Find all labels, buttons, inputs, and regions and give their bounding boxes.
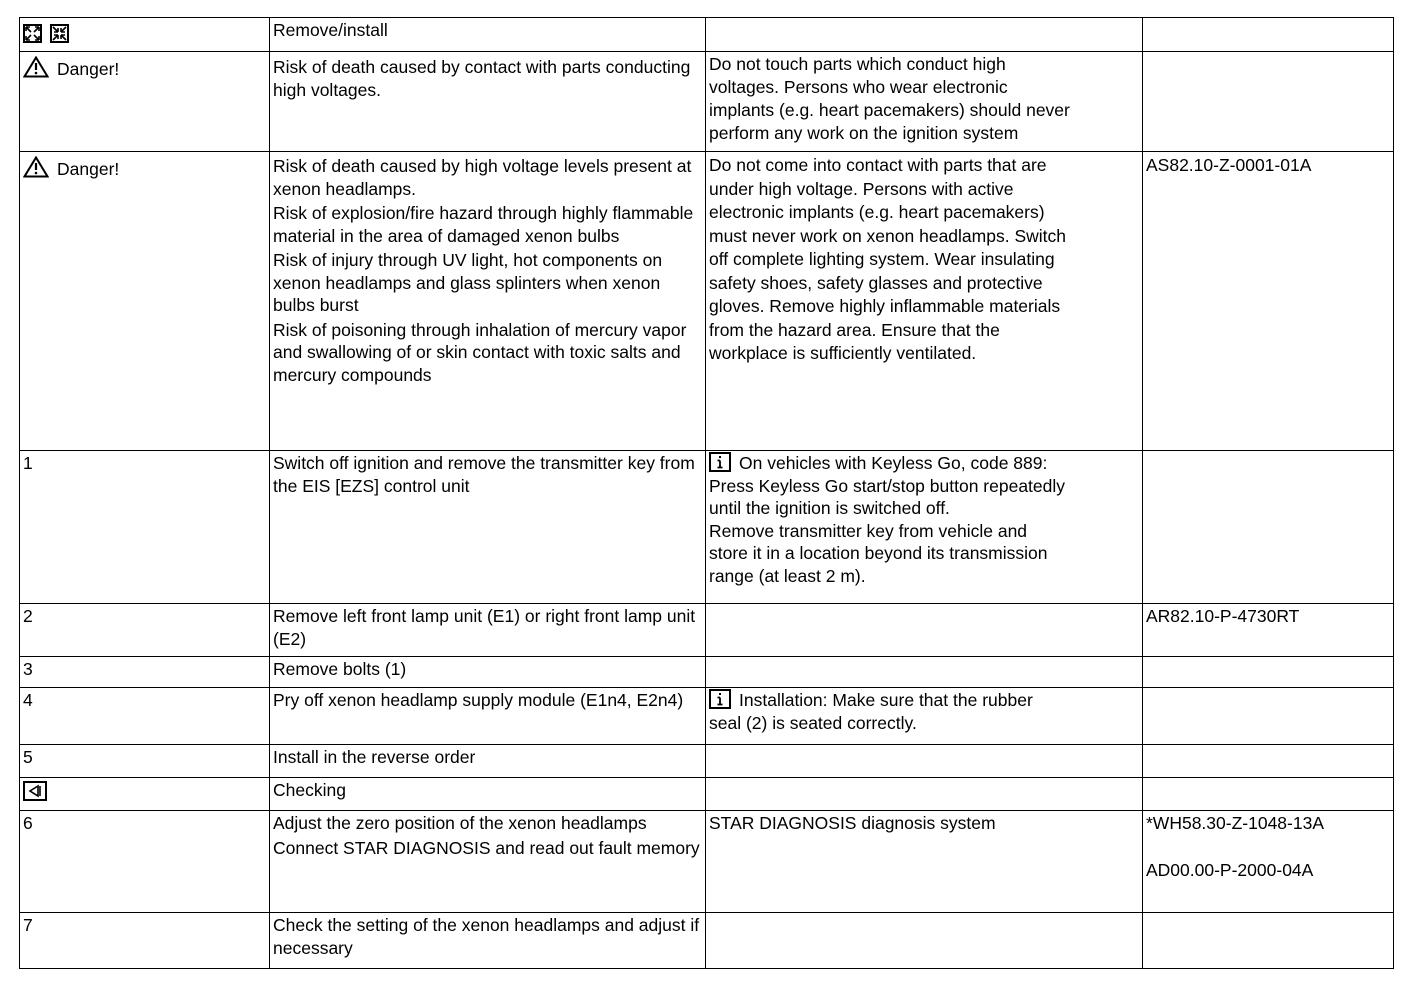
note-line: Do not touch parts which conduct high (709, 54, 1006, 74)
notes-cell (706, 913, 1143, 969)
reference-link[interactable]: AD00.00-P-2000-04A (1146, 859, 1314, 880)
action-text: Remove/install (273, 20, 388, 40)
table-row (20, 604, 1394, 657)
notes-cell (706, 657, 1143, 688)
procedure-table (19, 17, 1394, 969)
action-cell (270, 745, 706, 778)
table-row (20, 688, 1394, 745)
note-line: voltages. Persons who wear electronic (709, 77, 1008, 97)
notes-cell (706, 688, 1143, 745)
step-number: 5 (20, 745, 270, 778)
note-line: store it in a location beyond its transmission (709, 543, 1048, 563)
note-line: from the hazard area. Ensure that the (709, 319, 1000, 340)
action-cell (270, 657, 706, 688)
note-line: Installation: Make sure that the rubber (739, 690, 1033, 710)
collapse-arrows-icon (50, 24, 69, 43)
risk-text: Risk of explosion/fire hazard through highly flammable material in the area of damaged xenon bulbs (273, 203, 694, 246)
danger-label: Danger! (57, 159, 120, 179)
action-text: Risk of death caused by contact with parts conducting high voltages. (273, 57, 691, 100)
table-row (20, 52, 1394, 152)
step-number: 7 (20, 913, 270, 969)
note-line: implants (e.g. heart pacemakers) should never (709, 100, 1070, 120)
note-line: until the ignition is switched off. (709, 498, 950, 518)
warning-triangle-icon (23, 56, 49, 78)
action-cell (270, 18, 706, 52)
checking-arrow-icon (23, 781, 47, 801)
expand-arrows-icon (23, 24, 42, 43)
note-line: Press Keyless Go start/stop button repeatedly (709, 475, 1066, 496)
refs-cell (1143, 811, 1394, 913)
info-icon (709, 689, 731, 709)
action-cell (270, 451, 706, 604)
action-cell (270, 688, 706, 745)
action-cell (270, 52, 706, 152)
step-number: 2 (20, 604, 270, 657)
note-line: safety shoes, safety glasses and protective (709, 272, 1043, 293)
step-cell (20, 52, 270, 152)
step-number: 6 (20, 811, 270, 913)
reference-link[interactable]: AS82.10-Z-0001-01A (1146, 155, 1312, 175)
refs-cell (1143, 657, 1394, 688)
notes-cell (706, 451, 1143, 604)
refs-cell (1143, 688, 1394, 745)
notes-cell (706, 52, 1143, 152)
action-text: Adjust the zero position of the xenon headlamps (273, 813, 647, 833)
action-text: Remove bolts (1) (273, 659, 407, 679)
table-row (20, 811, 1394, 913)
action-text: Remove left front lamp unit (E1) or right front lamp unit (E2) (273, 606, 696, 649)
table-row (20, 152, 1394, 451)
step-cell (20, 18, 270, 52)
refs-cell (1143, 152, 1394, 451)
notes-cell (706, 18, 1143, 52)
notes-cell (706, 811, 1143, 913)
notes-cell (706, 745, 1143, 778)
notes-cell (706, 152, 1143, 451)
notes-cell (706, 604, 1143, 657)
reference-link[interactable]: AR82.10-P-4730RT (1146, 606, 1300, 626)
risk-text: Risk of poisoning through inhalation of mercury vapor and swallowing of or skin contact with toxic salts and mercury compounds (273, 319, 687, 385)
note-line: On vehicles with Keyless Go, code 889: (739, 453, 1048, 473)
refs-cell (1143, 52, 1394, 152)
table-row (20, 657, 1394, 688)
step-number: 4 (20, 688, 270, 745)
table-row (20, 451, 1394, 604)
table-row (20, 745, 1394, 778)
action-text: Check the setting of the xenon headlamps and adjust if necessary (273, 915, 700, 958)
note-line: off complete lighting system. Wear insulating (709, 249, 1055, 269)
table-row (20, 18, 1394, 52)
note-line: Remove transmitter key from vehicle and (709, 520, 1028, 541)
risk-text: Risk of death caused by high voltage levels present at xenon headlamps. (273, 156, 692, 199)
note-line: Do not come into contact with parts that are (709, 155, 1047, 175)
note-line: seal (2) is seated correctly. (709, 712, 917, 733)
note-line: range (at least 2 m). (709, 565, 866, 586)
note-line: must never work on xenon headlamps. Switch (709, 225, 1066, 246)
note-line: perform any work on the ignition system (709, 123, 1019, 143)
note-line: STAR DIAGNOSIS diagnosis system (709, 813, 996, 833)
table-row (20, 778, 1394, 811)
refs-cell (1143, 745, 1394, 778)
table-row (20, 913, 1394, 969)
note-line: under high voltage. Persons with active (709, 178, 1014, 199)
refs-cell (1143, 913, 1394, 969)
info-icon (709, 452, 731, 472)
action-text: Pry off xenon headlamp supply module (E1n4, E2n4) (273, 690, 684, 710)
action-cell (270, 604, 706, 657)
note-line: electronic implants (e.g. heart pacemakers) (709, 202, 1045, 222)
warning-triangle-icon (23, 156, 49, 178)
action-cell (270, 152, 706, 451)
note-line: workplace is sufficiently ventilated. (709, 343, 977, 363)
action-cell (270, 778, 706, 811)
refs-cell (1143, 778, 1394, 811)
action-text: Switch off ignition and remove the transmitter key from the EIS [EZS] control unit (273, 453, 695, 496)
action-text: Connect STAR DIAGNOSIS and read out fault memory (273, 837, 700, 858)
danger-label: Danger! (57, 59, 120, 79)
action-text: Checking (273, 780, 346, 800)
step-cell (20, 152, 270, 451)
action-text: Install in the reverse order (273, 747, 476, 767)
step-number: 3 (20, 657, 270, 688)
step-number: 1 (20, 451, 270, 604)
reference-link[interactable]: *WH58.30-Z-1048-13A (1146, 813, 1324, 833)
refs-cell (1143, 604, 1394, 657)
risk-text: Risk of injury through UV light, hot components on xenon headlamps and glass splinters when xenon bulbs burst (273, 250, 663, 315)
action-cell (270, 811, 706, 913)
note-line: gloves. Remove highly inflammable materials (709, 296, 1061, 316)
refs-cell (1143, 18, 1394, 52)
notes-cell (706, 778, 1143, 811)
refs-cell (1143, 451, 1394, 604)
step-cell (20, 778, 270, 811)
action-cell (270, 913, 706, 969)
